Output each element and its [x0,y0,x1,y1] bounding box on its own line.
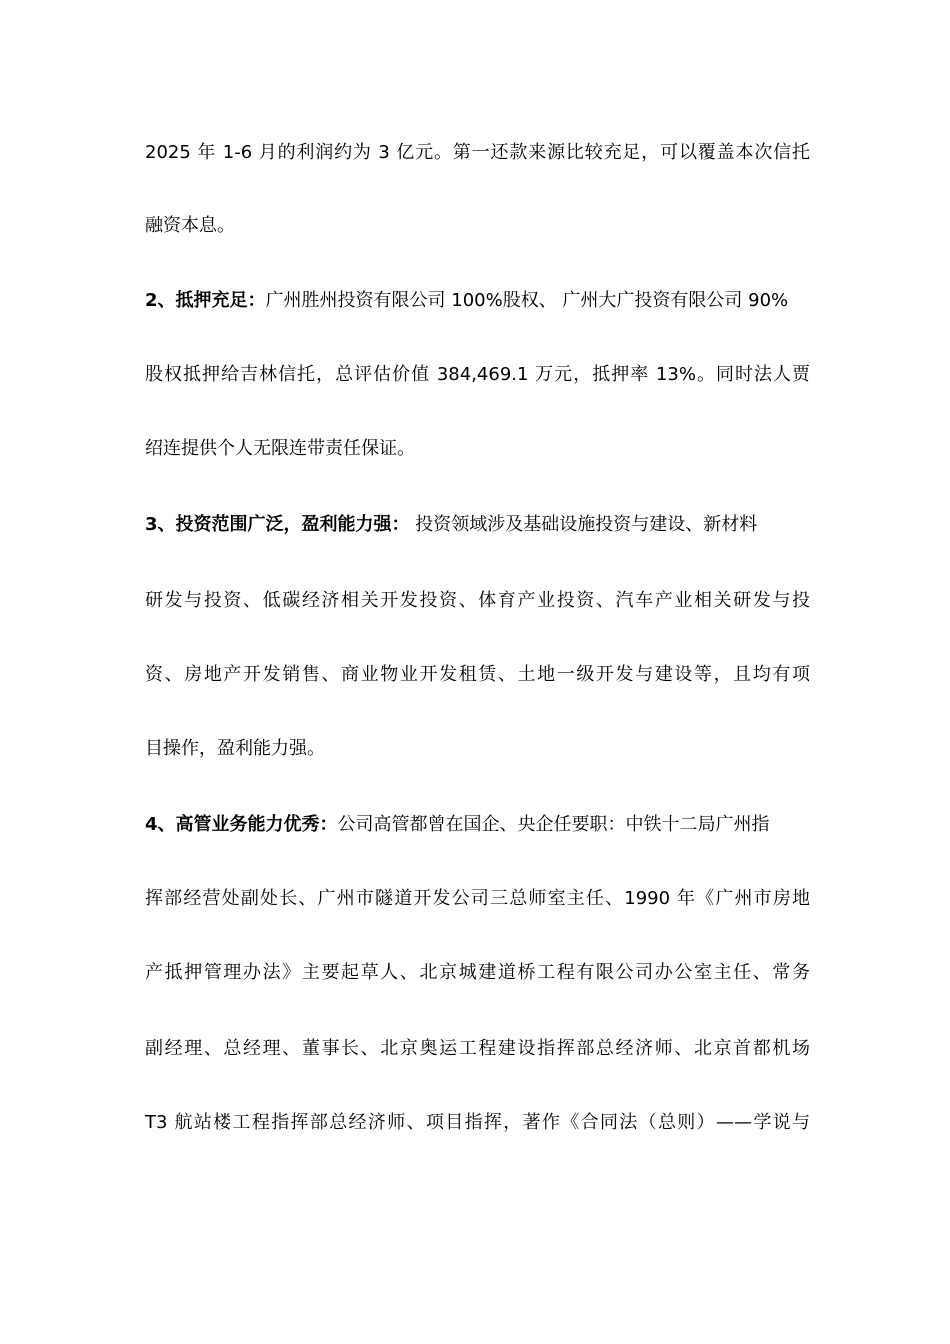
paragraph-3-line-2: 研发与投资、低碳经济相关开发投资、体育产业投资、汽车产业相关研发与投 [145,590,810,611]
paragraph-2-line-3: 绍连提供个人无限连带责任保证。 [145,438,415,459]
paragraph-4-line-1 [145,813,810,837]
paragraph-4-line-3: 产抵押管理办法》主要起草人、北京城建道桥工程有限公司办公室主任、常务 [145,962,810,983]
paragraph-3-line-1 [145,513,810,537]
paragraph-4-heading: 4、高管业务能力优秀： [145,814,338,835]
paragraph-3-line-3: 资、房地产开发销售、商业物业开发租赁、土地一级开发与建设等，且均有项 [145,664,810,685]
paragraph-1-line-2: 融资本息。 [145,215,235,236]
paragraph-3-line-1-text: 投资领域涉及基础设施投资与建设、新材料 [409,514,758,535]
paragraph-3-heading: 3、投资范围广泛，盈利能力强： [145,514,410,535]
paragraph-4-line-4: 副经理、总经理、董事长、北京奥运工程建设指挥部总经济师、北京首都机场 [145,1038,810,1059]
paragraph-4-line-5: T3 航站楼工程指挥部总经济师、项目指挥，著作《合同法（总则）——学说与 [145,1112,810,1133]
paragraph-1-line-1: 2025 年 1-6 月的利润约为 3 亿元。第一还款来源比较充足，可以覆盖本次信托 [145,142,810,163]
paragraph-4-line-2: 挥部经营处副处长、广州市隧道开发公司三总师室主任、1990 年《广州市房地 [145,888,810,909]
paragraph-2-line-2: 股权抵押给吉林信托，总评估价值 384,469.1 万元，抵押率 13%。同时法人贾 [145,364,810,385]
paragraph-2-line-1-text: 广州胜州投资有限公司 100%股权、 广州大广投资有限公司 90% [265,290,789,311]
paragraph-2-heading: 2、抵押充足： [145,290,266,311]
paragraph-3-line-4: 目操作，盈利能力强。 [145,738,325,759]
paragraph-2-line-1 [145,289,810,313]
paragraph-4-line-1-text: 公司高管都曾在国企、央企任要职：中铁十二局广州指 [337,814,770,835]
